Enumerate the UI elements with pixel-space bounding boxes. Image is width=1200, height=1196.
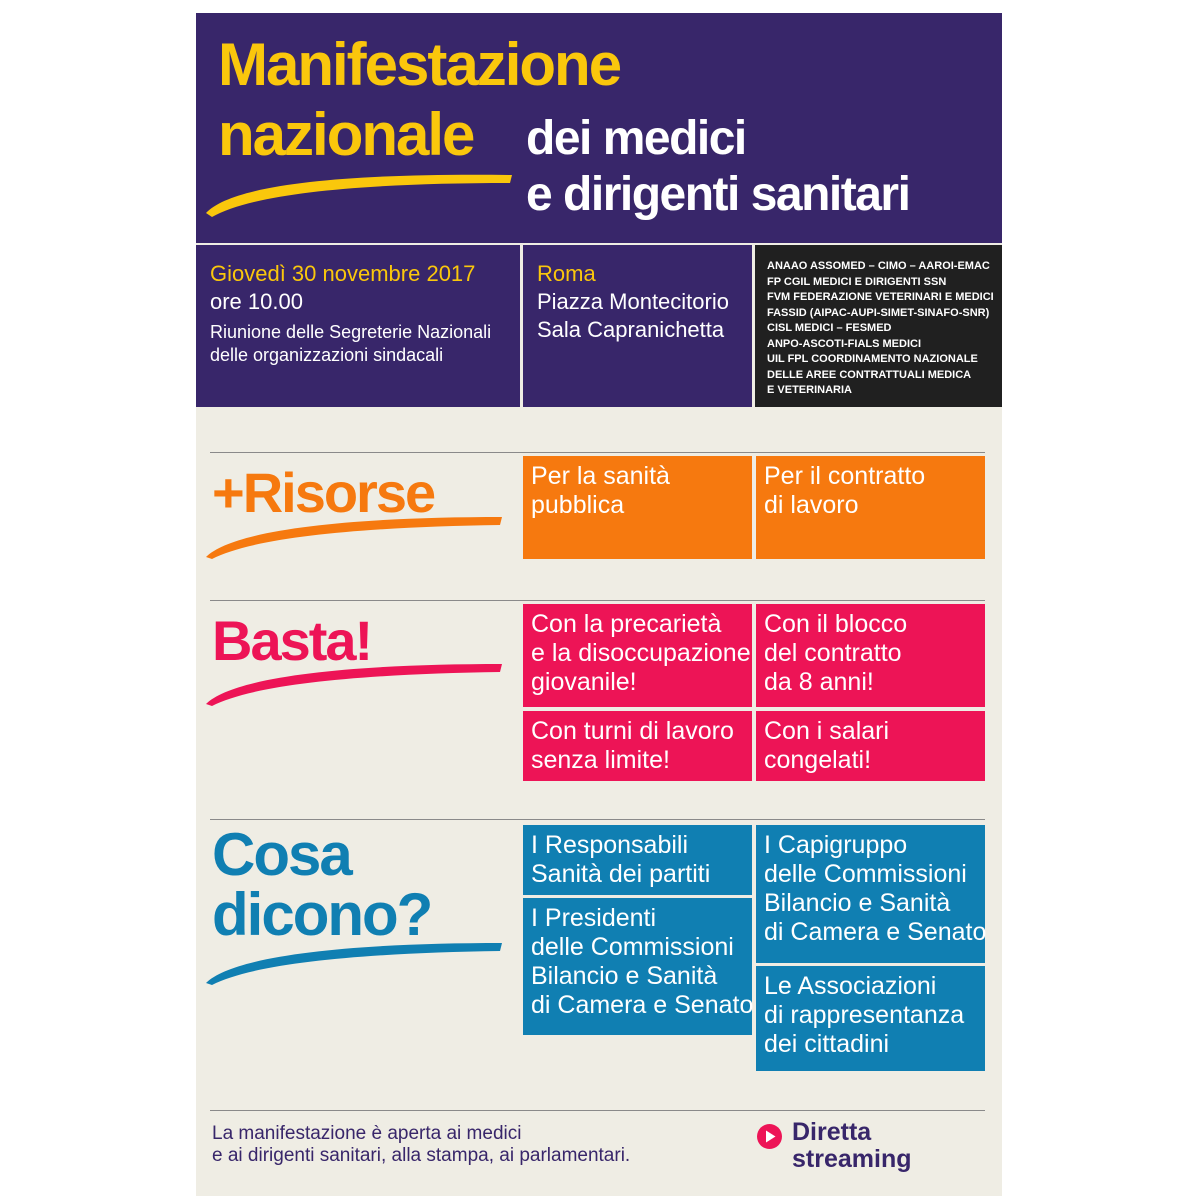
box-text: di rappresentanza	[764, 1001, 965, 1029]
box-text: I Responsabili	[531, 831, 689, 859]
stream-line: streaming	[792, 1145, 912, 1173]
subtitle-line-1: dei medici	[526, 112, 746, 165]
organization-item: FP CGIL MEDICI E DIRIGENTI SSN	[767, 275, 947, 288]
cosa-dicono-box-4	[756, 966, 985, 1071]
event-date: Giovedì 30 novembre 2017	[210, 261, 476, 286]
box-text: Con turni di lavoro	[531, 717, 734, 745]
organization-item: UIL FPL COORDINAMENTO NAZIONALE	[767, 353, 978, 365]
box-text: di Camera e Senato	[531, 991, 754, 1019]
box-text: di lavoro	[764, 491, 859, 519]
organization-item: E VETERINARIA	[767, 384, 852, 396]
box-text: congelati!	[764, 746, 872, 774]
basta-box-3	[523, 711, 752, 781]
footer-line: e ai dirigenti sanitari, alla stampa, ai parlamentari.	[212, 1145, 631, 1166]
organization-item: ANPO-ASCOTI-FIALS MEDICI	[767, 337, 921, 350]
info-place-column	[523, 245, 752, 407]
divider	[210, 819, 985, 820]
organization-item: CISL MEDICI – FESMED	[767, 322, 892, 334]
cosa-dicono-box-2	[523, 898, 752, 1035]
section-title-line: dicono?	[212, 881, 432, 948]
play-icon[interactable]	[756, 1123, 783, 1150]
info-date-column	[196, 245, 520, 407]
place-line-1: Piazza Montecitorio	[537, 289, 729, 314]
divider	[210, 452, 985, 453]
live-streaming-link[interactable]	[792, 1119, 911, 1173]
footer-note	[212, 1123, 630, 1167]
info-organizations-column	[755, 245, 1002, 407]
risorse-box-1	[523, 456, 752, 559]
box-text: Sanità dei partiti	[531, 860, 711, 888]
box-text: Per il contratto	[764, 462, 926, 490]
box-text: del contratto	[764, 639, 902, 667]
box-text: delle Commissioni	[764, 860, 967, 888]
footer-line: La manifestazione è aperta ai medici	[212, 1123, 522, 1144]
section-title-risorse: +Risorse	[212, 461, 435, 524]
section-title-line: Cosa	[212, 821, 351, 888]
box-text: giovanile!	[531, 668, 637, 696]
meeting-line-1: Riunione delle Segreterie Nazionali	[210, 322, 492, 342]
yellow-swoosh-icon	[204, 163, 514, 219]
info-band	[196, 245, 1002, 407]
organization-item: FVM FEDERAZIONE VETERINARI E MEDICI	[767, 291, 994, 303]
box-text: Con la precarietà	[531, 610, 722, 638]
box-text: I Presidenti	[531, 904, 657, 932]
header-banner	[196, 13, 1002, 243]
basta-box-1	[523, 604, 752, 707]
organization-item: FASSID (AIPAC-AUPI-SIMET-SINAFO-SNR)	[767, 306, 990, 319]
box-text: delle Commissioni	[531, 933, 734, 961]
box-text: pubblica	[531, 491, 625, 519]
box-text: I Capigruppo	[764, 831, 908, 859]
organization-item: ANAAO ASSOMED – CIMO – AAROI-EMAC	[767, 260, 990, 272]
title-line-1: Manifestazione	[218, 31, 621, 98]
orange-swoosh-icon	[204, 511, 504, 561]
divider	[210, 1110, 985, 1111]
basta-box-2	[756, 604, 985, 707]
stream-line: Diretta	[792, 1118, 872, 1146]
box-text: senza limite!	[531, 746, 670, 774]
organization-item: DELLE AREE CONTRATTUALI MEDICA	[767, 368, 972, 381]
box-text: da 8 anni!	[764, 668, 874, 696]
box-text: Bilancio e Sanità	[531, 962, 718, 990]
place-line-2: Sala Capranichetta	[537, 317, 725, 342]
poster	[196, 13, 1002, 1196]
box-text: Con i salari	[764, 717, 890, 745]
box-text: Per la sanità	[531, 462, 670, 490]
box-text: Le Associazioni	[764, 972, 937, 1000]
event-city: Roma	[537, 261, 596, 286]
event-time: ore 10.00	[210, 289, 303, 314]
title-line-2: nazionale	[218, 101, 474, 168]
section-title-basta: Basta!	[212, 609, 372, 672]
subtitle-line-2: e dirigenti sanitari	[526, 168, 910, 221]
box-text: Con il blocco	[764, 610, 908, 638]
section-title-cosa-dicono	[212, 821, 432, 948]
risorse-box-2	[756, 456, 985, 559]
box-text: dei cittadini	[764, 1030, 890, 1058]
box-text: Bilancio e Sanità	[764, 889, 951, 917]
cosa-dicono-box-1	[523, 825, 752, 895]
cosa-dicono-box-3	[756, 825, 985, 963]
box-text: di Camera e Senato	[764, 918, 987, 946]
divider	[210, 600, 985, 601]
basta-box-4	[756, 711, 985, 781]
blue-swoosh-icon	[204, 937, 504, 987]
box-text: e la disoccupazione	[531, 639, 751, 667]
red-swoosh-icon	[204, 658, 504, 708]
meeting-line-2: delle organizzazioni sindacali	[210, 345, 444, 365]
organizations-list	[767, 259, 994, 399]
